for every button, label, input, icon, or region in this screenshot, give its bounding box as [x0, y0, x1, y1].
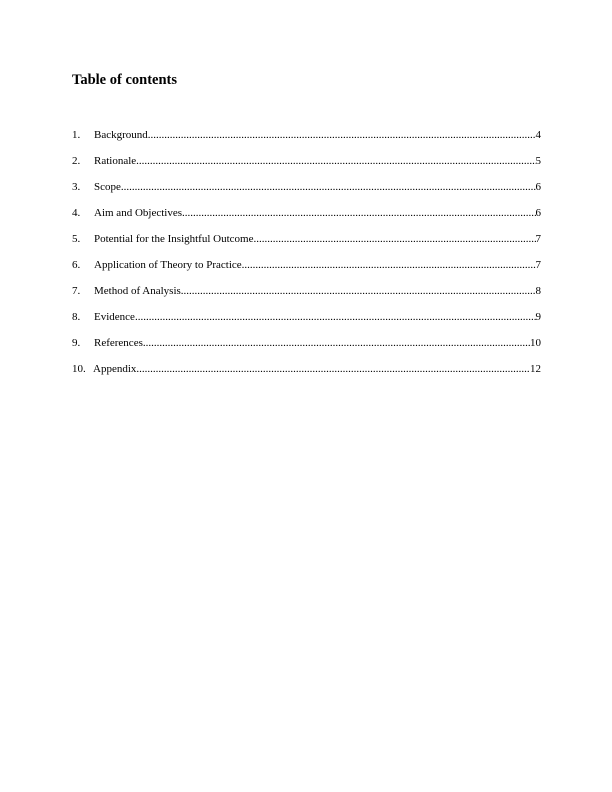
toc-entry-number: 1.	[72, 129, 81, 141]
toc-entry-number: 2.	[72, 155, 81, 167]
toc-entry-number: 8.	[72, 311, 81, 323]
toc-dot-leader	[148, 128, 536, 142]
toc-entry-label: Potential for the Insightful Outcome	[94, 233, 254, 245]
toc-entry-rationale[interactable]	[72, 154, 541, 180]
toc-entry-application-of-theory[interactable]	[72, 258, 541, 284]
toc-entry-label: Appendix	[93, 363, 137, 375]
toc-dot-leader	[121, 180, 536, 194]
toc-entry-aim-and-objectives[interactable]	[72, 206, 541, 232]
toc-entry-page-number: 12	[530, 363, 541, 375]
toc-entry-label: Aim and Objectives	[94, 207, 182, 219]
toc-dot-leader	[253, 232, 535, 246]
toc-dot-leader	[136, 362, 530, 376]
toc-entry-number: 4.	[72, 207, 81, 219]
toc-entry-page-number: 8	[535, 285, 541, 297]
toc-entry-number: 10.	[72, 363, 86, 375]
toc-entry-number: 9.	[72, 337, 81, 349]
toc-entry-page-number: 9	[535, 311, 541, 323]
toc-entry-potential-outcome[interactable]	[72, 232, 541, 258]
toc-entry-number: 5.	[72, 233, 81, 245]
page-title: Table of contents	[72, 72, 177, 88]
toc-dot-leader	[242, 258, 536, 272]
toc-entry-page-number: 7	[535, 233, 541, 245]
table-of-contents	[72, 128, 541, 388]
toc-entry-appendix[interactable]	[72, 362, 541, 388]
toc-entry-label: Application of Theory to Practice	[94, 259, 242, 271]
toc-entry-evidence[interactable]	[72, 310, 541, 336]
toc-dot-leader	[143, 336, 530, 350]
toc-entry-number: 6.	[72, 259, 81, 271]
toc-entry-label: Evidence	[94, 311, 135, 323]
toc-entry-number: 7.	[72, 285, 81, 297]
toc-entry-scope[interactable]	[72, 180, 541, 206]
toc-entry-references[interactable]	[72, 336, 541, 362]
toc-entry-page-number: 10	[530, 337, 541, 349]
toc-entry-label: Background	[94, 129, 148, 141]
toc-entry-label: Method of Analysis	[94, 285, 181, 297]
toc-entry-label: References	[94, 337, 143, 349]
toc-dot-leader	[135, 310, 536, 324]
toc-entry-method-of-analysis[interactable]	[72, 284, 541, 310]
toc-dot-leader	[182, 206, 536, 220]
toc-entry-page-number: 5	[535, 155, 541, 167]
toc-dot-leader	[181, 284, 536, 298]
toc-entry-label: Scope	[94, 181, 121, 193]
toc-entry-page-number: 7	[535, 259, 541, 271]
toc-entry-label: Rationale	[94, 155, 137, 167]
toc-dot-leader	[136, 154, 535, 168]
toc-entry-page-number: 4	[535, 129, 541, 141]
toc-entry-page-number: 6	[535, 181, 541, 193]
toc-entry-background[interactable]	[72, 128, 541, 154]
toc-entry-number: 3.	[72, 181, 81, 193]
toc-entry-page-number: 6	[535, 207, 541, 219]
